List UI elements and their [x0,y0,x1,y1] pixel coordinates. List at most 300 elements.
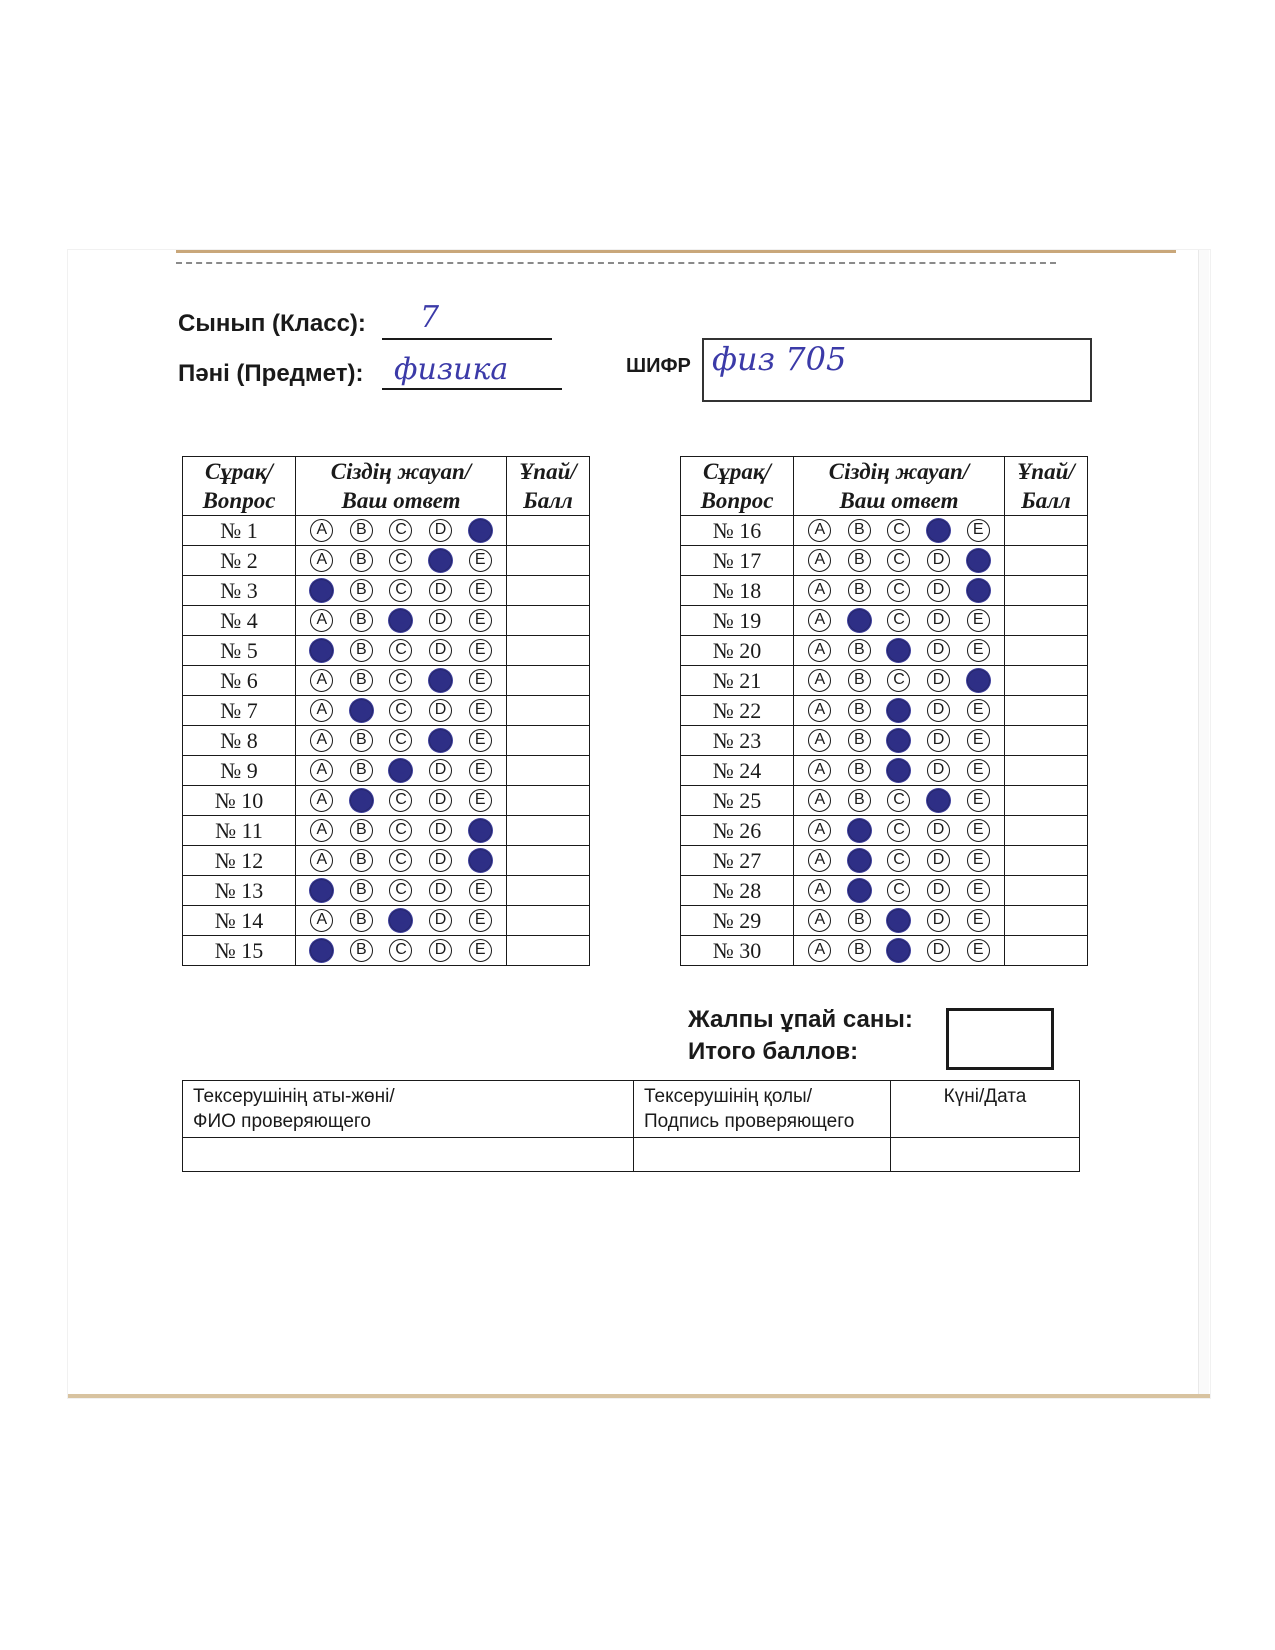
question-number: № 4 [183,606,296,636]
answer-bubble-c[interactable]: C [887,729,910,752]
answer-bubble-d[interactable]: D [429,519,452,542]
question-number: № 13 [183,876,296,906]
class-value[interactable]: 7 [420,300,440,335]
question-row [681,816,1088,846]
answer-bubble-group [296,579,506,602]
answer-options [794,666,1005,696]
score-cell[interactable] [1005,816,1088,846]
question-number: № 22 [681,696,794,726]
answer-bubble-d[interactable]: D [927,579,950,602]
question-number: № 14 [183,906,296,936]
answer-options [296,786,507,816]
column-header-question-kz: Сұрақ/ [703,459,771,484]
answer-bubble-d[interactable]: D [927,879,950,902]
answer-bubble-e[interactable]: E [469,579,492,602]
answer-bubble-e[interactable]: E [967,909,990,932]
score-cell[interactable] [507,636,590,666]
answer-bubble-a[interactable]: A [808,789,831,812]
answer-bubble-d[interactable]: D [927,849,950,872]
answer-bubble-group [296,819,506,842]
answer-bubble-c[interactable]: C [389,909,412,932]
answer-options [794,906,1005,936]
class-underline [382,338,552,340]
question-number: № 23 [681,726,794,756]
answer-bubble-e[interactable]: E [967,549,990,572]
question-row [681,876,1088,906]
question-number: № 12 [183,846,296,876]
answer-bubble-b[interactable]: B [350,639,373,662]
score-cell[interactable] [1005,546,1088,576]
cipher-value: физ 705 [712,340,847,378]
reviewer-signature-field[interactable] [634,1138,891,1172]
answer-bubble-a[interactable]: A [310,519,333,542]
score-cell[interactable] [507,846,590,876]
column-header-score-ru: Балл [523,488,573,513]
answer-bubble-c[interactable]: C [389,759,412,782]
answer-bubble-e[interactable]: E [469,759,492,782]
column-header-score [1005,457,1088,516]
answer-options [296,936,507,966]
question-row [183,906,590,936]
answer-bubble-a[interactable]: A [808,909,831,932]
answer-bubble-a[interactable]: A [808,669,831,692]
answer-options [794,576,1005,606]
question-row [183,516,590,546]
answer-bubble-b[interactable]: B [350,669,373,692]
answer-bubble-c[interactable]: C [887,579,910,602]
answer-bubble-group [296,939,506,962]
answer-bubble-a[interactable]: A [808,609,831,632]
answer-bubble-c[interactable]: C [389,519,412,542]
answer-bubble-group [794,549,1004,572]
answer-bubble-b[interactable]: B [848,789,871,812]
answer-bubble-group [794,669,1004,692]
answer-bubble-a[interactable]: A [808,729,831,752]
answer-bubble-d[interactable]: D [927,939,950,962]
answer-bubble-b[interactable]: B [848,819,871,842]
answer-bubble-e[interactable]: E [967,819,990,842]
answer-bubble-a[interactable]: A [808,519,831,542]
answer-bubble-a[interactable]: A [310,549,333,572]
answer-bubble-d[interactable]: D [429,819,452,842]
score-cell[interactable] [507,546,590,576]
score-cell[interactable] [1005,906,1088,936]
score-cell[interactable] [507,816,590,846]
answer-bubble-d[interactable]: D [429,759,452,782]
answer-bubble-a[interactable]: A [808,549,831,572]
answer-bubble-d[interactable]: D [927,729,950,752]
answer-options [794,876,1005,906]
question-number: № 25 [681,786,794,816]
answer-bubble-d[interactable]: D [927,519,950,542]
score-cell[interactable] [507,516,590,546]
question-number: № 28 [681,876,794,906]
question-row [681,756,1088,786]
column-header-answer [794,457,1005,516]
answer-bubble-b[interactable]: B [848,879,871,902]
paper-bottom-edge [68,1394,1210,1398]
answer-bubble-a[interactable]: A [310,669,333,692]
column-header-answer [296,457,507,516]
answer-bubble-e[interactable]: E [469,879,492,902]
answer-bubble-b[interactable]: B [350,789,373,812]
answer-bubble-b[interactable]: B [350,549,373,572]
score-cell[interactable] [507,606,590,636]
question-number: № 6 [183,666,296,696]
answer-bubble-group [794,609,1004,632]
score-cell[interactable] [507,936,590,966]
answer-bubble-d[interactable]: D [429,609,452,632]
answer-bubble-c[interactable]: C [887,609,910,632]
answer-bubble-group [296,639,506,662]
answer-table-right [680,456,1088,966]
perforation-line [176,262,1056,264]
answer-bubble-b[interactable]: B [350,699,373,722]
answer-bubble-c[interactable]: C [389,819,412,842]
score-cell[interactable] [1005,696,1088,726]
score-cell[interactable] [507,726,590,756]
answer-bubble-b[interactable]: B [848,909,871,932]
answer-bubble-d[interactable]: D [927,639,950,662]
answer-bubble-b[interactable]: B [350,759,373,782]
review-date-field[interactable] [891,1138,1080,1172]
answer-bubble-d[interactable]: D [927,669,950,692]
answer-bubble-c[interactable]: C [389,789,412,812]
answer-bubble-e[interactable]: E [967,579,990,602]
answer-options [296,726,507,756]
subject-underline [382,388,562,390]
answer-bubble-e[interactable]: E [469,909,492,932]
answer-bubble-d[interactable]: D [429,549,452,572]
answer-bubble-c[interactable]: C [887,789,910,812]
answer-bubble-b[interactable]: B [350,579,373,602]
answer-bubble-d[interactable]: D [429,909,452,932]
score-cell[interactable] [507,906,590,936]
answer-options [794,516,1005,546]
question-row [183,696,590,726]
question-row [681,576,1088,606]
answer-bubble-group [794,699,1004,722]
score-cell[interactable] [507,696,590,726]
answer-bubble-e[interactable]: E [967,669,990,692]
answer-bubble-c[interactable]: C [887,699,910,722]
answer-bubble-d[interactable]: D [429,789,452,812]
answer-bubble-b[interactable]: B [848,669,871,692]
answer-bubble-d[interactable]: D [927,759,950,782]
answer-bubble-b[interactable]: B [848,579,871,602]
answer-options [794,816,1005,846]
answer-bubble-e[interactable]: E [967,789,990,812]
answer-bubble-a[interactable]: A [310,789,333,812]
answer-options [296,606,507,636]
answer-rows-left [183,516,590,966]
paper-right-edge [1198,250,1209,1398]
answer-bubble-c[interactable]: C [887,879,910,902]
answer-bubble-e[interactable]: E [469,699,492,722]
answer-options [296,516,507,546]
answer-bubble-d[interactable]: D [429,849,452,872]
answer-options [296,816,507,846]
reviewer-name-header [183,1081,634,1138]
answer-bubble-a[interactable]: A [310,579,333,602]
score-cell[interactable] [507,786,590,816]
question-number: № 17 [681,546,794,576]
answer-bubble-c[interactable]: C [389,609,412,632]
question-number: № 11 [183,816,296,846]
answer-bubble-b[interactable]: B [848,939,871,962]
answer-bubble-a[interactable]: A [808,699,831,722]
answer-bubble-a[interactable]: A [310,699,333,722]
answer-bubble-e[interactable]: E [967,849,990,872]
question-number: № 26 [681,816,794,846]
answer-bubble-e[interactable]: E [469,939,492,962]
question-number: № 8 [183,726,296,756]
answer-bubble-b[interactable]: B [350,849,373,872]
answer-bubble-b[interactable]: B [848,849,871,872]
answer-bubble-e[interactable]: E [967,699,990,722]
question-number: № 1 [183,516,296,546]
answer-bubble-a[interactable]: A [310,939,333,962]
answer-bubble-e[interactable]: E [469,549,492,572]
answer-bubble-e[interactable]: E [967,609,990,632]
score-cell[interactable] [1005,666,1088,696]
answer-bubble-a[interactable]: A [310,909,333,932]
answer-bubble-d[interactable]: D [927,699,950,722]
answer-bubble-group [296,789,506,812]
reviewer-signature-header [634,1081,891,1138]
answer-bubble-group [794,819,1004,842]
answer-bubble-b[interactable]: B [350,729,373,752]
question-row [183,636,590,666]
score-cell[interactable] [507,666,590,696]
answer-bubble-a[interactable]: A [808,759,831,782]
column-header-question [681,457,794,516]
answer-bubble-e[interactable]: E [967,639,990,662]
question-number: № 5 [183,636,296,666]
reviewer-signature-header-kz: Тексерушінің қолы/ [644,1086,812,1107]
answer-bubble-b[interactable]: B [848,639,871,662]
answer-bubble-b[interactable]: B [848,699,871,722]
answer-bubble-d[interactable]: D [429,579,452,602]
score-cell[interactable] [1005,576,1088,606]
answer-bubble-group [794,729,1004,752]
answer-bubble-group [794,579,1004,602]
answer-bubble-e[interactable]: E [469,519,492,542]
answer-bubble-e[interactable]: E [469,639,492,662]
answer-bubble-b[interactable]: B [350,609,373,632]
answer-bubble-d[interactable]: D [927,609,950,632]
answer-options [794,846,1005,876]
answer-bubble-c[interactable]: C [887,549,910,572]
question-row [681,666,1088,696]
answer-bubble-group [296,699,506,722]
answer-bubble-c[interactable]: C [389,549,412,572]
answer-bubble-c[interactable]: C [389,579,412,602]
answer-bubble-b[interactable]: B [350,519,373,542]
answer-bubble-b[interactable]: B [350,879,373,902]
reviewer-name-field[interactable] [183,1138,634,1172]
answer-bubble-group [794,879,1004,902]
answer-bubble-a[interactable]: A [310,639,333,662]
question-number: № 15 [183,936,296,966]
score-cell[interactable] [507,876,590,906]
answer-bubble-b[interactable]: B [848,549,871,572]
answer-bubble-d[interactable]: D [429,879,452,902]
answer-bubble-d[interactable]: D [429,669,452,692]
answer-bubble-c[interactable]: C [887,939,910,962]
answer-bubble-e[interactable]: E [967,939,990,962]
answer-options [296,666,507,696]
total-score-label-kz: Жалпы ұпай саны: [688,1006,913,1033]
answer-bubble-d[interactable]: D [429,639,452,662]
question-row [183,816,590,846]
answer-bubble-d[interactable]: D [429,699,452,722]
score-cell[interactable] [507,756,590,786]
answer-bubble-e[interactable]: E [967,519,990,542]
answer-bubble-c[interactable]: C [389,939,412,962]
answer-bubble-a[interactable]: A [808,849,831,872]
answer-bubble-e[interactable]: E [469,789,492,812]
question-number: № 27 [681,846,794,876]
score-cell[interactable] [1005,756,1088,786]
answer-bubble-c[interactable]: C [389,699,412,722]
answer-bubble-d[interactable]: D [927,819,950,842]
answer-bubble-a[interactable]: A [310,879,333,902]
question-number: № 10 [183,786,296,816]
answer-bubble-d[interactable]: D [927,909,950,932]
answer-bubble-b[interactable]: B [350,819,373,842]
answer-bubble-d[interactable]: D [429,939,452,962]
score-cell[interactable] [1005,606,1088,636]
score-cell[interactable] [1005,936,1088,966]
answer-bubble-b[interactable]: B [848,519,871,542]
answer-bubble-d[interactable]: D [927,789,950,812]
answer-options [794,546,1005,576]
answer-rows-right [681,516,1088,966]
column-header-answer-kz: Сіздің жауап/ [828,459,970,484]
score-cell[interactable] [1005,786,1088,816]
question-number: № 30 [681,936,794,966]
cipher-label: ШИФР [626,355,691,377]
answer-bubble-c[interactable]: C [887,819,910,842]
column-header-score-ru: Балл [1021,488,1071,513]
answer-bubble-b[interactable]: B [350,909,373,932]
answer-bubble-b[interactable]: B [848,609,871,632]
answer-bubble-e[interactable]: E [967,759,990,782]
question-number: № 29 [681,906,794,936]
answer-options [794,756,1005,786]
column-header-score [507,457,590,516]
answer-bubble-e[interactable]: E [967,879,990,902]
question-number: № 3 [183,576,296,606]
answer-bubble-a[interactable]: A [808,819,831,842]
score-cell[interactable] [1005,846,1088,876]
answer-bubble-c[interactable]: C [887,759,910,782]
answer-bubble-a[interactable]: A [310,759,333,782]
answer-bubble-d[interactable]: D [927,549,950,572]
answer-bubble-e[interactable]: E [469,849,492,872]
answer-bubble-c[interactable]: C [389,879,412,902]
class-label: Сынып (Класс): [178,310,366,337]
answer-bubble-a[interactable]: A [310,609,333,632]
score-cell[interactable] [1005,516,1088,546]
question-number: № 21 [681,666,794,696]
answer-options [296,576,507,606]
answer-bubble-group [794,519,1004,542]
question-row [183,756,590,786]
answer-options [296,546,507,576]
answer-bubble-group [296,849,506,872]
score-cell[interactable] [1005,636,1088,666]
question-row [681,726,1088,756]
answer-bubble-a[interactable]: A [808,579,831,602]
answer-table-left [182,456,590,966]
answer-bubble-c[interactable]: C [389,729,412,752]
answer-bubble-c[interactable]: C [887,639,910,662]
question-row [681,516,1088,546]
answer-bubble-a[interactable]: A [808,879,831,902]
score-cell[interactable] [507,576,590,606]
answer-bubble-c[interactable]: C [389,639,412,662]
answer-bubble-group [296,909,506,932]
score-cell[interactable] [1005,726,1088,756]
answer-options [794,936,1005,966]
answer-options [794,696,1005,726]
reviewer-signature-header-ru: Подпись проверяющего [644,1111,855,1132]
question-row [681,546,1088,576]
answer-bubble-e[interactable]: E [469,819,492,842]
answer-bubble-d[interactable]: D [429,729,452,752]
answer-options [296,696,507,726]
answer-bubble-c[interactable]: C [887,519,910,542]
answer-bubble-a[interactable]: A [808,939,831,962]
total-score-box[interactable] [946,1008,1054,1070]
column-header-answer-kz: Сіздің жауап/ [330,459,472,484]
answer-bubble-c[interactable]: C [887,909,910,932]
answer-bubble-a[interactable]: A [310,819,333,842]
total-score-label-ru: Итого баллов: [688,1038,859,1065]
answer-bubble-e[interactable]: E [469,729,492,752]
answer-bubble-b[interactable]: B [350,939,373,962]
subject-label: Пәні (Предмет): [178,360,364,387]
answer-bubble-e[interactable]: E [469,669,492,692]
question-row [183,726,590,756]
answer-bubble-c[interactable]: C [389,669,412,692]
answer-bubble-a[interactable]: A [310,849,333,872]
answer-bubble-e[interactable]: E [469,609,492,632]
answer-options [794,786,1005,816]
answer-bubble-c[interactable]: C [389,849,412,872]
paper-top-edge [176,250,1176,260]
answer-bubble-a[interactable]: A [310,729,333,752]
answer-bubble-c[interactable]: C [887,849,910,872]
answer-bubble-group [296,669,506,692]
answer-bubble-c[interactable]: C [887,669,910,692]
score-cell[interactable] [1005,876,1088,906]
subject-value[interactable]: физика [394,352,509,387]
column-header-question [183,457,296,516]
question-row [681,636,1088,666]
column-header-question-ru: Вопрос [700,488,774,513]
answer-bubble-b[interactable]: B [848,759,871,782]
question-row [681,606,1088,636]
question-number: № 19 [681,606,794,636]
answer-bubble-a[interactable]: A [808,639,831,662]
answer-bubble-group [296,729,506,752]
answer-bubble-e[interactable]: E [967,729,990,752]
answer-bubble-b[interactable]: B [848,729,871,752]
reviewer-name-header-kz: Тексерушінің аты-жөні/ [193,1086,395,1107]
